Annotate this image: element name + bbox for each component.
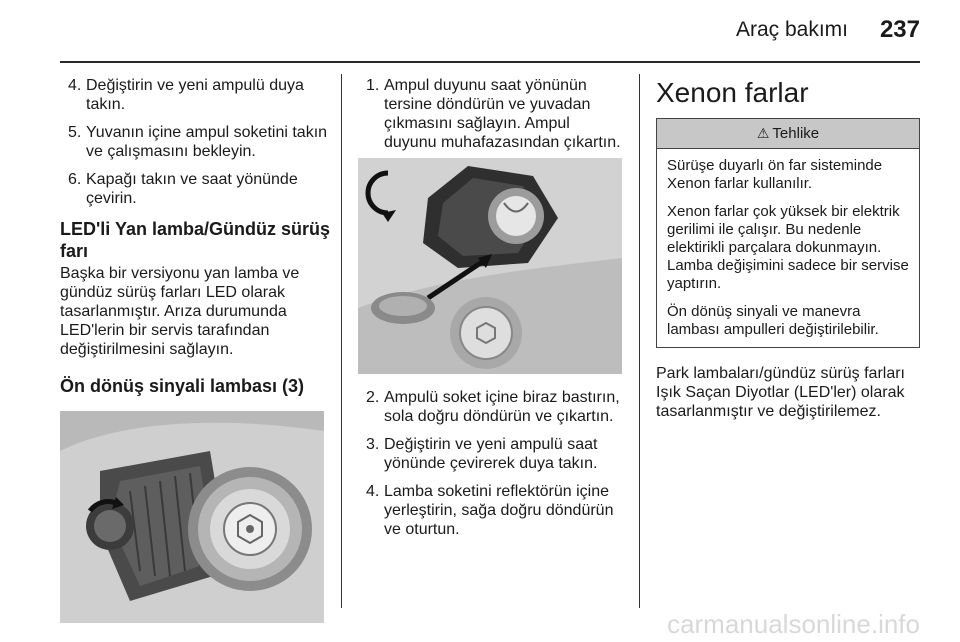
steps-list-continued bbox=[358, 388, 626, 539]
steps-list-continued bbox=[60, 76, 332, 208]
steps-list bbox=[358, 76, 626, 152]
led-side-light-text: Başka bir versiyonu yan lamba ve gündüz sürüş farları LED olarak tasarlanmıştır. Arıza durumunda LED'lerin bir servis tarafından değiştirilmesini sağlayın. bbox=[60, 265, 300, 358]
bulb-socket-photo bbox=[358, 158, 622, 374]
warning-triangle-icon: ⚠ bbox=[756, 125, 770, 141]
header-rule bbox=[60, 61, 920, 63]
watermark: carmanualsonline.info bbox=[667, 609, 920, 639]
running-header-title: Araç bakımı bbox=[735, 18, 848, 41]
page-number: 237 bbox=[879, 16, 920, 43]
list-item: 3. Değiştirin ve yeni ampulü saat yönünde çevirerek duya takın. bbox=[366, 436, 598, 472]
led-side-light-heading: LED'li Yan lamba/Gündüz sürüş farı bbox=[60, 219, 330, 261]
turn-signal-heading: Ön dönüş sinyali lambası (3) bbox=[60, 376, 305, 396]
danger-header bbox=[657, 119, 919, 149]
danger-paragraph: Sürüşe duyarlı ön far sisteminde Xenon farlar kullanılır. bbox=[667, 157, 883, 192]
park-light-text: Park lambaları/gündüz sürüş farları Işık Saçan Diyotlar (LED'ler) olarak tasarlanmıştır ve değiştirilemez. bbox=[656, 365, 905, 420]
danger-notice bbox=[656, 118, 920, 348]
danger-body bbox=[657, 149, 919, 347]
list-item: 2. Ampulü soket içine biraz bastırın, sola doğru döndürün ve çıkartın. bbox=[366, 389, 620, 425]
column-1 bbox=[60, 76, 332, 623]
list-item: 5. Yuvanın içine ampul soketini takın ve çalışmasını bekleyin. bbox=[68, 124, 328, 160]
column-divider-1 bbox=[341, 74, 342, 608]
list-item: 4. Lamba soketini reflektörün içine yerleştirin, sağa doğru döndürün ve oturtun. bbox=[366, 483, 614, 538]
list-item: 4. Değiştirin ve yeni ampulü duya takın. bbox=[68, 77, 304, 113]
danger-paragraph: Ön dönüş sinyali ve manevra lambası ampulleri değiştirilebilir. bbox=[667, 303, 879, 338]
danger-paragraph: Xenon farlar çok yüksek bir elektrik gerilimi ile çalışır. Bu nedenle elektirikli parçalara dokunmayın. Lamba değişimini sadece bir servise yaptırın. bbox=[667, 203, 909, 292]
turn-signal-lamp-photo bbox=[60, 411, 324, 623]
column-divider-2 bbox=[639, 74, 640, 608]
column-3 bbox=[656, 76, 920, 421]
column-2 bbox=[358, 76, 626, 548]
list-item: 6. Kapağı takın ve saat yönünde çevirin. bbox=[68, 171, 298, 207]
xenon-section-heading: Xenon farlar bbox=[656, 77, 809, 108]
danger-label: Tehlike bbox=[772, 125, 820, 142]
list-item: 1. Ampul duyunu saat yönünün tersine döndürün ve yuvadan çıkmasını sağlayın. Ampul duyunu muhafazasından çıkartın. bbox=[366, 77, 621, 151]
